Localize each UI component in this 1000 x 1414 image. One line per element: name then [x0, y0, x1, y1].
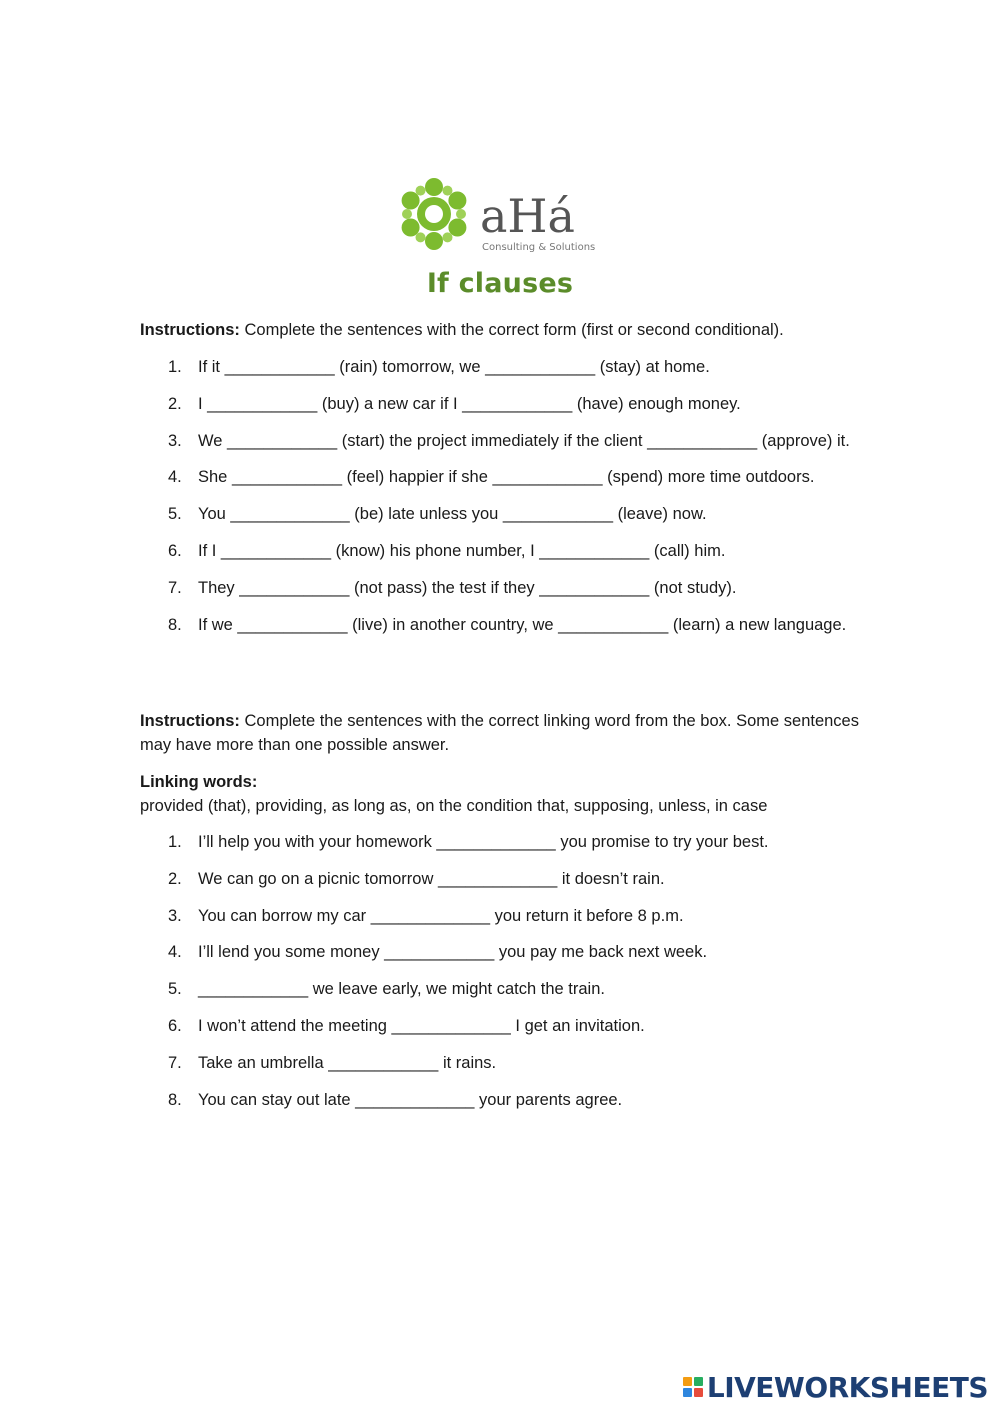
linking-words-box — [140, 770, 860, 818]
item-number: 8. — [168, 1090, 182, 1109]
item-number: 7. — [168, 578, 182, 597]
section1-instructions-label: Instructions: — [140, 321, 240, 339]
item-number: 4. — [168, 943, 182, 962]
item-text: You can borrow my car _____________ you return it before 8 p.m. — [198, 906, 684, 925]
liveworksheets-watermark — [683, 1370, 988, 1404]
item-number: 5. — [168, 505, 182, 524]
linking-words-list: provided (that), providing, as long as, on the condition that, supposing, unless, in case — [140, 797, 768, 815]
section1-instructions-text: Complete the sentences with the correct form (first or second conditional). — [239, 321, 784, 339]
item-text: If we ____________ (live) in another country, we ____________ (learn) a new language. — [198, 615, 847, 634]
list-item — [140, 465, 860, 489]
list-item — [140, 1051, 860, 1075]
section2-exercise-list — [140, 830, 860, 1124]
item-text: Take an umbrella ____________ it rains. — [198, 1053, 497, 1072]
item-number: 4. — [168, 468, 182, 487]
logo-name: aHá — [480, 189, 575, 243]
item-number: 2. — [168, 869, 182, 888]
item-text: They ____________ (not pass) the test if they ____________ (not study). — [198, 578, 737, 597]
section2-instructions-text: Complete the sentences with the correct linking word from the box. Some sentences may have more than one possible answer. — [140, 712, 859, 754]
list-item — [140, 977, 860, 1001]
item-number: 6. — [168, 541, 182, 560]
section1-instructions — [140, 318, 860, 342]
liveworksheets-logo-icon — [683, 1377, 703, 1397]
list-item — [140, 1014, 860, 1038]
linking-words-label: Linking words: — [140, 773, 258, 791]
item-text: We ____________ (start) the project immediately if the client ____________ (approve) it. — [198, 431, 850, 450]
list-item — [140, 613, 860, 637]
item-text: I won’t attend the meeting _____________ I get an invitation. — [198, 1016, 645, 1035]
item-text: You can stay out late _____________ your parents agree. — [198, 1090, 623, 1109]
item-text: She ____________ (feel) happier if she ____________ (spend) more time outdoors. — [198, 468, 815, 487]
item-text: I ____________ (buy) a new car if I ____________ (have) enough money. — [198, 394, 741, 413]
item-number: 7. — [168, 1053, 182, 1072]
list-item — [140, 355, 860, 379]
list-item — [140, 1088, 860, 1112]
item-text: I’ll lend you some money ____________ you pay me back next week. — [198, 943, 708, 962]
item-text: I’ll help you with your homework _____________ you promise to try your best. — [198, 833, 769, 851]
logo-graphic — [396, 172, 606, 256]
item-number: 3. — [168, 906, 182, 925]
section2-instructions-label: Instructions: — [140, 712, 240, 730]
item-text: ____________ we leave early, we might catch the train. — [198, 980, 605, 999]
item-number: 1. — [168, 833, 182, 851]
watermark-text: LIVEWORKSHEETS — [706, 1370, 988, 1404]
item-text: If I ____________ (know) his phone number, I ____________ (call) him. — [198, 541, 726, 560]
item-number: 6. — [168, 1016, 182, 1035]
list-item — [140, 576, 860, 600]
item-text: You _____________ (be) late unless you ____________ (leave) now. — [198, 505, 707, 524]
list-item — [140, 904, 860, 928]
item-number: 8. — [168, 615, 182, 634]
section1-exercise-list — [140, 355, 860, 649]
logo-tagline: Consulting & Solutions — [482, 242, 596, 253]
item-text: We can go on a picnic tomorrow _____________ it doesn’t rain. — [198, 869, 665, 888]
item-number: 2. — [168, 394, 182, 413]
page-title: If clauses — [426, 268, 574, 299]
list-item — [140, 429, 860, 453]
company-logo — [396, 172, 606, 256]
item-number: 3. — [168, 431, 182, 450]
list-item — [140, 502, 860, 526]
list-item — [140, 830, 860, 854]
item-text: If it ____________ (rain) tomorrow, we ____________ (stay) at home. — [198, 358, 710, 376]
section2-instructions — [140, 709, 860, 757]
list-item — [140, 940, 860, 964]
item-number: 5. — [168, 980, 182, 999]
list-item — [140, 539, 860, 563]
list-item — [140, 867, 860, 891]
item-number: 1. — [168, 358, 182, 376]
list-item — [140, 392, 860, 416]
